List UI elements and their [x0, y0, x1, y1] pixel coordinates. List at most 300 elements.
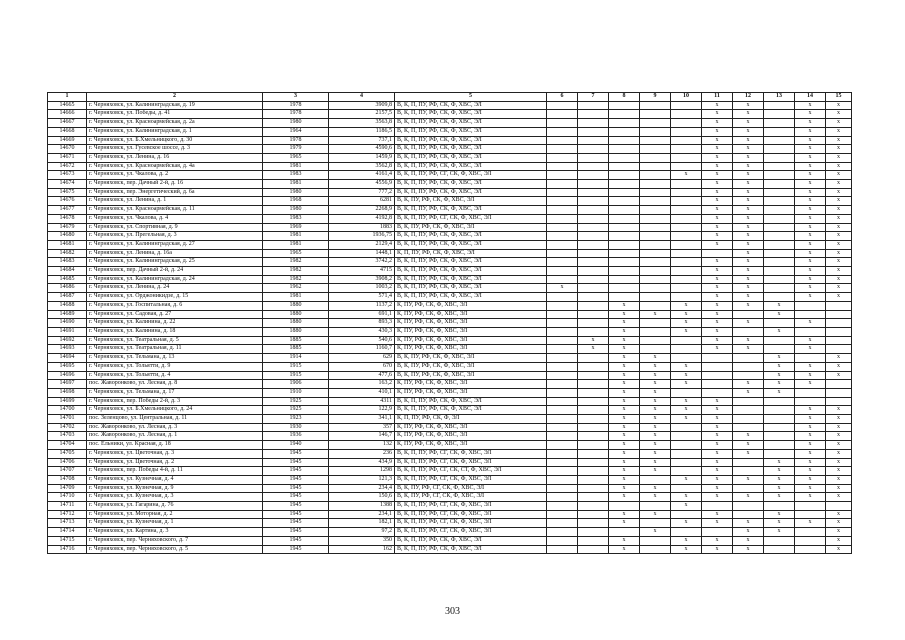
- mark-cell: x: [826, 354, 852, 363]
- mark-cell: x: [702, 310, 733, 319]
- row-number-cell: 14706: [48, 458, 87, 467]
- mark-cell: [671, 110, 702, 119]
- area-cell: 3562,8: [329, 162, 395, 171]
- mark-cell: [578, 536, 609, 545]
- mark-cell: x: [609, 319, 640, 328]
- mark-cell: [764, 293, 795, 302]
- row-number-cell: 14700: [48, 406, 87, 415]
- year-cell: 1978: [263, 136, 329, 145]
- mark-cell: x: [702, 493, 733, 502]
- year-cell: 1981: [263, 162, 329, 171]
- services-cell: К, ПУ, РФ, СК, Ф, ХВС, ЭЛ: [395, 380, 547, 389]
- mark-cell: [640, 275, 671, 284]
- mark-cell: [547, 267, 578, 276]
- address-cell: г. Черняховск, ул. Кузнечная, д. 1: [87, 519, 263, 528]
- column-header: 11: [702, 93, 733, 102]
- mark-cell: [578, 119, 609, 128]
- mark-cell: [826, 380, 852, 389]
- year-cell: 1925: [263, 397, 329, 406]
- row-number-cell: 14708: [48, 475, 87, 484]
- services-cell: В, К, П, ПУ, РФ, СК, Ф, ХВС, ЭЛ: [395, 536, 547, 545]
- mark-cell: [826, 397, 852, 406]
- mark-cell: x: [640, 397, 671, 406]
- mark-cell: [702, 502, 733, 511]
- year-cell: 1969: [263, 223, 329, 232]
- mark-cell: [795, 388, 826, 397]
- mark-cell: [578, 319, 609, 328]
- mark-cell: [578, 214, 609, 223]
- address-cell: г. Черняховск, ул. Моторная, д. 2: [87, 510, 263, 519]
- mark-cell: [733, 423, 764, 432]
- row-number-cell: 14710: [48, 493, 87, 502]
- mark-cell: [578, 197, 609, 206]
- mark-cell: x: [733, 197, 764, 206]
- mark-cell: [733, 397, 764, 406]
- table-row: [48, 249, 852, 258]
- mark-cell: [609, 249, 640, 258]
- address-cell: г. Черняховск, ул. Госпитальная, д. 6: [87, 301, 263, 310]
- address-cell: г. Черняховск, ул. Тельмана, д. 17: [87, 388, 263, 397]
- mark-cell: [826, 327, 852, 336]
- area-cell: 162: [329, 545, 395, 554]
- mark-cell: [733, 415, 764, 424]
- table-row: [48, 371, 852, 380]
- mark-cell: x: [795, 119, 826, 128]
- mark-cell: x: [702, 345, 733, 354]
- mark-cell: [578, 406, 609, 415]
- mark-cell: [671, 223, 702, 232]
- table-row: [48, 475, 852, 484]
- table-row: [48, 197, 852, 206]
- table-row: [48, 388, 852, 397]
- mark-cell: x: [826, 119, 852, 128]
- mark-cell: [764, 136, 795, 145]
- services-cell: В, К, ПУ, РФ, СГ, СК, Ф, ХВС, ЭЛ: [395, 493, 547, 502]
- row-number-cell: 14697: [48, 380, 87, 389]
- mark-cell: [640, 258, 671, 267]
- mark-cell: x: [733, 153, 764, 162]
- mark-cell: [671, 484, 702, 493]
- mark-cell: [609, 145, 640, 154]
- address-cell: г. Черняховск, ул. Кузнечная, д. 3: [87, 493, 263, 502]
- mark-cell: [547, 293, 578, 302]
- mark-cell: x: [826, 441, 852, 450]
- year-cell: 1965: [263, 153, 329, 162]
- mark-cell: x: [702, 188, 733, 197]
- mark-cell: [547, 301, 578, 310]
- mark-cell: [547, 545, 578, 554]
- mark-cell: [671, 101, 702, 110]
- mark-cell: [578, 327, 609, 336]
- table-row: [48, 162, 852, 171]
- mark-cell: x: [795, 171, 826, 180]
- table-header-row: [48, 93, 852, 102]
- table-row: [48, 267, 852, 276]
- area-cell: 122,9: [329, 406, 395, 415]
- area-cell: 1388: [329, 502, 395, 511]
- address-cell: г. Черняховск, ул. Калининградская, д. 19: [87, 101, 263, 110]
- mark-cell: [578, 354, 609, 363]
- mark-cell: [578, 267, 609, 276]
- mark-cell: x: [826, 449, 852, 458]
- address-cell: г. Черняховск, ул. Ленина, д. 24: [87, 284, 263, 293]
- services-cell: В, К, П, ПУ, РФ, СК, Ф, ХВС, ЭЛ: [395, 293, 547, 302]
- mark-cell: [733, 362, 764, 371]
- mark-cell: [671, 388, 702, 397]
- address-cell: г. Черняховск, ул. Цветочная, д. 2: [87, 458, 263, 467]
- mark-cell: x: [609, 441, 640, 450]
- mark-cell: x: [733, 119, 764, 128]
- mark-cell: x: [795, 423, 826, 432]
- mark-cell: [547, 275, 578, 284]
- mark-cell: x: [733, 162, 764, 171]
- area-cell: 3909,8: [329, 101, 395, 110]
- mark-cell: x: [702, 536, 733, 545]
- address-cell: г. Черняховск, ул. Садовая, д. 27: [87, 310, 263, 319]
- mark-cell: x: [640, 432, 671, 441]
- mark-cell: x: [795, 371, 826, 380]
- row-number-cell: 14682: [48, 249, 87, 258]
- mark-cell: [609, 180, 640, 189]
- services-cell: В, К, П, ПУ, РФ, СК, Ф, ХВС, ЭЛ: [395, 406, 547, 415]
- mark-cell: [640, 188, 671, 197]
- year-cell: 1885: [263, 345, 329, 354]
- table-row: [48, 432, 852, 441]
- area-cell: 4192,8: [329, 214, 395, 223]
- table-row: [48, 284, 852, 293]
- mark-cell: x: [795, 406, 826, 415]
- mark-cell: [764, 449, 795, 458]
- mark-cell: x: [795, 519, 826, 528]
- year-cell: 1915: [263, 362, 329, 371]
- area-cell: 150,6: [329, 493, 395, 502]
- mark-cell: [578, 388, 609, 397]
- mark-cell: [640, 110, 671, 119]
- mark-cell: x: [733, 493, 764, 502]
- mark-cell: [578, 510, 609, 519]
- area-cell: 691,1: [329, 310, 395, 319]
- address-cell: г. Черняховск, ул. Тельмана, д. 13: [87, 354, 263, 363]
- mark-cell: [547, 432, 578, 441]
- mark-cell: [764, 197, 795, 206]
- mark-cell: x: [702, 397, 733, 406]
- mark-cell: x: [826, 536, 852, 545]
- address-cell: пос. Жаворонково, ул. Лесная, д. 3: [87, 423, 263, 432]
- mark-cell: x: [547, 284, 578, 293]
- year-cell: 1945: [263, 467, 329, 476]
- services-cell: В, К, П, ПУ, РФ, СК, Ф, ХВС, ЭЛ: [395, 240, 547, 249]
- column-header: 12: [733, 93, 764, 102]
- mark-cell: x: [609, 388, 640, 397]
- area-cell: 4161,4: [329, 171, 395, 180]
- services-cell: В, К, ПУ, РФ, СК, Ф, ХВС, ЭЛ: [395, 197, 547, 206]
- mark-cell: [609, 206, 640, 215]
- mark-cell: [640, 502, 671, 511]
- mark-cell: x: [733, 536, 764, 545]
- mark-cell: x: [702, 423, 733, 432]
- mark-cell: x: [764, 388, 795, 397]
- services-cell: В, К, П, ПУ, РФ, СК, Ф, ХВС, ЭЛ: [395, 180, 547, 189]
- mark-cell: x: [795, 432, 826, 441]
- mark-cell: x: [826, 180, 852, 189]
- table-row: [48, 406, 852, 415]
- mark-cell: [547, 519, 578, 528]
- mark-cell: [671, 449, 702, 458]
- year-cell: 1914: [263, 354, 329, 363]
- row-number-cell: 14673: [48, 171, 87, 180]
- mark-cell: [671, 214, 702, 223]
- row-number-cell: 14711: [48, 502, 87, 511]
- year-cell: 1981: [263, 293, 329, 302]
- mark-cell: x: [795, 214, 826, 223]
- mark-cell: x: [795, 197, 826, 206]
- mark-cell: x: [826, 162, 852, 171]
- services-cell: В, К, ПУ, РФ, СК, Ф, ХВС, ЭЛ: [395, 223, 547, 232]
- row-number-cell: 14695: [48, 362, 87, 371]
- mark-cell: [640, 232, 671, 241]
- mark-cell: x: [764, 484, 795, 493]
- mark-cell: [640, 240, 671, 249]
- area-cell: 236: [329, 449, 395, 458]
- mark-cell: x: [702, 197, 733, 206]
- table-row: [48, 275, 852, 284]
- mark-cell: [671, 458, 702, 467]
- address-cell: г. Черняховск, пер. Энергетический, д. 6а: [87, 188, 263, 197]
- mark-cell: x: [795, 380, 826, 389]
- mark-cell: x: [671, 380, 702, 389]
- mark-cell: [578, 458, 609, 467]
- mark-cell: [609, 258, 640, 267]
- mark-cell: [764, 502, 795, 511]
- year-cell: 1880: [263, 319, 329, 328]
- mark-cell: x: [733, 127, 764, 136]
- area-cell: 434,9: [329, 458, 395, 467]
- mark-cell: [671, 345, 702, 354]
- mark-cell: [764, 240, 795, 249]
- row-number-cell: 14705: [48, 449, 87, 458]
- mark-cell: [764, 267, 795, 276]
- mark-cell: [702, 380, 733, 389]
- row-number-cell: 14704: [48, 441, 87, 450]
- address-cell: пос. Зеленцово, ул. Центральная, д. 11: [87, 415, 263, 424]
- mark-cell: [547, 223, 578, 232]
- mark-cell: [764, 101, 795, 110]
- mark-cell: x: [609, 467, 640, 476]
- column-header: 2: [87, 93, 263, 102]
- mark-cell: [671, 197, 702, 206]
- table-row: [48, 301, 852, 310]
- mark-cell: [609, 502, 640, 511]
- table-body: [48, 101, 852, 554]
- mark-cell: x: [702, 458, 733, 467]
- mark-cell: [764, 275, 795, 284]
- mark-cell: x: [795, 136, 826, 145]
- services-cell: В, К, П, ПУ, РФ, СК, Ф, ХВС, ЭЛ: [395, 275, 547, 284]
- mark-cell: [609, 110, 640, 119]
- year-cell: 1945: [263, 502, 329, 511]
- mark-cell: [640, 119, 671, 128]
- year-cell: 1936: [263, 432, 329, 441]
- mark-cell: x: [671, 310, 702, 319]
- column-header: 4: [329, 93, 395, 102]
- column-header: 5: [395, 93, 547, 102]
- row-number-cell: 14686: [48, 284, 87, 293]
- mark-cell: x: [826, 267, 852, 276]
- mark-cell: x: [826, 127, 852, 136]
- table-row: [48, 441, 852, 450]
- address-cell: г. Черняховск, пер. Победы 4-й, д. 11: [87, 467, 263, 476]
- mark-cell: x: [764, 475, 795, 484]
- area-cell: 4556,9: [329, 180, 395, 189]
- table-row: [48, 180, 852, 189]
- year-cell: 1945: [263, 475, 329, 484]
- row-number-cell: 14676: [48, 197, 87, 206]
- services-cell: В, К, П, ПУ, РФ, СК, Ф, ХВС, ЭЛ: [395, 545, 547, 554]
- mark-cell: x: [795, 458, 826, 467]
- mark-cell: x: [733, 293, 764, 302]
- row-number-cell: 14665: [48, 101, 87, 110]
- mark-cell: [578, 432, 609, 441]
- row-number-cell: 14681: [48, 240, 87, 249]
- mark-cell: [671, 441, 702, 450]
- mark-cell: [764, 188, 795, 197]
- services-cell: В, К, П, ПУ, РФ, СК, Ф, ХВС, ЭЛ: [395, 232, 547, 241]
- mark-cell: [609, 293, 640, 302]
- row-number-cell: 14672: [48, 162, 87, 171]
- mark-cell: [795, 510, 826, 519]
- mark-cell: x: [826, 519, 852, 528]
- area-cell: 121,3: [329, 475, 395, 484]
- table-row: [48, 223, 852, 232]
- mark-cell: x: [826, 484, 852, 493]
- mark-cell: x: [733, 240, 764, 249]
- row-number-cell: 14712: [48, 510, 87, 519]
- mark-cell: [609, 127, 640, 136]
- area-cell: 893,3: [329, 319, 395, 328]
- mark-cell: x: [733, 249, 764, 258]
- table-row: [48, 214, 852, 223]
- mark-cell: [764, 127, 795, 136]
- mark-cell: [640, 327, 671, 336]
- area-cell: 1003,2: [329, 284, 395, 293]
- mark-cell: [671, 267, 702, 276]
- mark-cell: [547, 458, 578, 467]
- year-cell: 1981: [263, 232, 329, 241]
- year-cell: 1945: [263, 493, 329, 502]
- row-number-cell: 14670: [48, 145, 87, 154]
- mark-cell: [547, 502, 578, 511]
- area-cell: 357: [329, 423, 395, 432]
- mark-cell: x: [826, 528, 852, 537]
- mark-cell: x: [733, 432, 764, 441]
- mark-cell: x: [733, 110, 764, 119]
- mark-cell: x: [826, 275, 852, 284]
- column-header: 14: [795, 93, 826, 102]
- services-cell: В, К, П, ПУ, РФ, СК, Ф, ХВС, ЭЛ: [395, 101, 547, 110]
- area-cell: 163,2: [329, 380, 395, 389]
- mark-cell: [795, 536, 826, 545]
- mark-cell: [764, 171, 795, 180]
- mark-cell: [671, 510, 702, 519]
- mark-cell: [764, 432, 795, 441]
- services-cell: В, К, П, ПУ, РФ, СГ, СК, Ф, ХВС, ЭЛ: [395, 214, 547, 223]
- mark-cell: x: [795, 206, 826, 215]
- address-cell: г. Черняховск, ул. Б.Хмельницкого, д. 30: [87, 136, 263, 145]
- services-cell: В, К, П, ПУ, РФ, СГ, СК, СТ, Ф, ХВС, ЭЛ: [395, 467, 547, 476]
- mark-cell: x: [795, 284, 826, 293]
- mark-cell: [578, 380, 609, 389]
- mark-cell: x: [702, 510, 733, 519]
- mark-cell: x: [640, 371, 671, 380]
- mark-cell: x: [702, 415, 733, 424]
- mark-cell: [609, 101, 640, 110]
- mark-cell: [547, 510, 578, 519]
- mark-cell: [764, 249, 795, 258]
- year-cell: 1981: [263, 180, 329, 189]
- mark-cell: x: [702, 232, 733, 241]
- mark-cell: x: [733, 171, 764, 180]
- address-cell: г. Черняховск, ул. Калинина, д. 18: [87, 327, 263, 336]
- services-cell: В, К, ПУ, РФ, СК, Ф, ХВС, ЭЛ: [395, 354, 547, 363]
- year-cell: 1962: [263, 284, 329, 293]
- mark-cell: [640, 319, 671, 328]
- mark-cell: [640, 284, 671, 293]
- address-cell: г. Черняховск, ул. Гусевское шоссе, д. 3: [87, 145, 263, 154]
- address-cell: г. Черняховск, ул. Ленина, д. 16: [87, 153, 263, 162]
- mark-cell: x: [795, 249, 826, 258]
- mark-cell: x: [795, 223, 826, 232]
- mark-cell: x: [640, 406, 671, 415]
- mark-cell: [547, 336, 578, 345]
- mark-cell: [609, 232, 640, 241]
- mark-cell: x: [826, 249, 852, 258]
- mark-cell: [578, 475, 609, 484]
- mark-cell: x: [702, 214, 733, 223]
- mark-cell: [640, 336, 671, 345]
- area-cell: 4311: [329, 397, 395, 406]
- mark-cell: x: [640, 449, 671, 458]
- mark-cell: x: [826, 362, 852, 371]
- table-row: [48, 327, 852, 336]
- mark-cell: x: [609, 545, 640, 554]
- mark-cell: x: [795, 362, 826, 371]
- mark-cell: [578, 449, 609, 458]
- table-row: [48, 319, 852, 328]
- row-number-cell: 14669: [48, 136, 87, 145]
- mark-cell: x: [702, 319, 733, 328]
- column-header: 13: [764, 93, 795, 102]
- services-cell: В, К, П, ПУ, РФ, СГ, СК, Ф, ХВС, ЭЛ: [395, 528, 547, 537]
- mark-cell: [547, 362, 578, 371]
- mark-cell: x: [702, 432, 733, 441]
- mark-cell: x: [671, 493, 702, 502]
- address-cell: г. Черняховск, ул. Цветочная, д. 3: [87, 449, 263, 458]
- mark-cell: [733, 406, 764, 415]
- mark-cell: x: [795, 475, 826, 484]
- mark-cell: [764, 258, 795, 267]
- row-number-cell: 14713: [48, 519, 87, 528]
- mark-cell: [733, 467, 764, 476]
- page-number: 303: [445, 606, 460, 617]
- mark-cell: [547, 162, 578, 171]
- mark-cell: [733, 354, 764, 363]
- mark-cell: [578, 502, 609, 511]
- mark-cell: [578, 258, 609, 267]
- mark-cell: [578, 127, 609, 136]
- address-cell: г. Черняховск, ул. Кузнечная, д. 4: [87, 475, 263, 484]
- mark-cell: [764, 545, 795, 554]
- mark-cell: [702, 354, 733, 363]
